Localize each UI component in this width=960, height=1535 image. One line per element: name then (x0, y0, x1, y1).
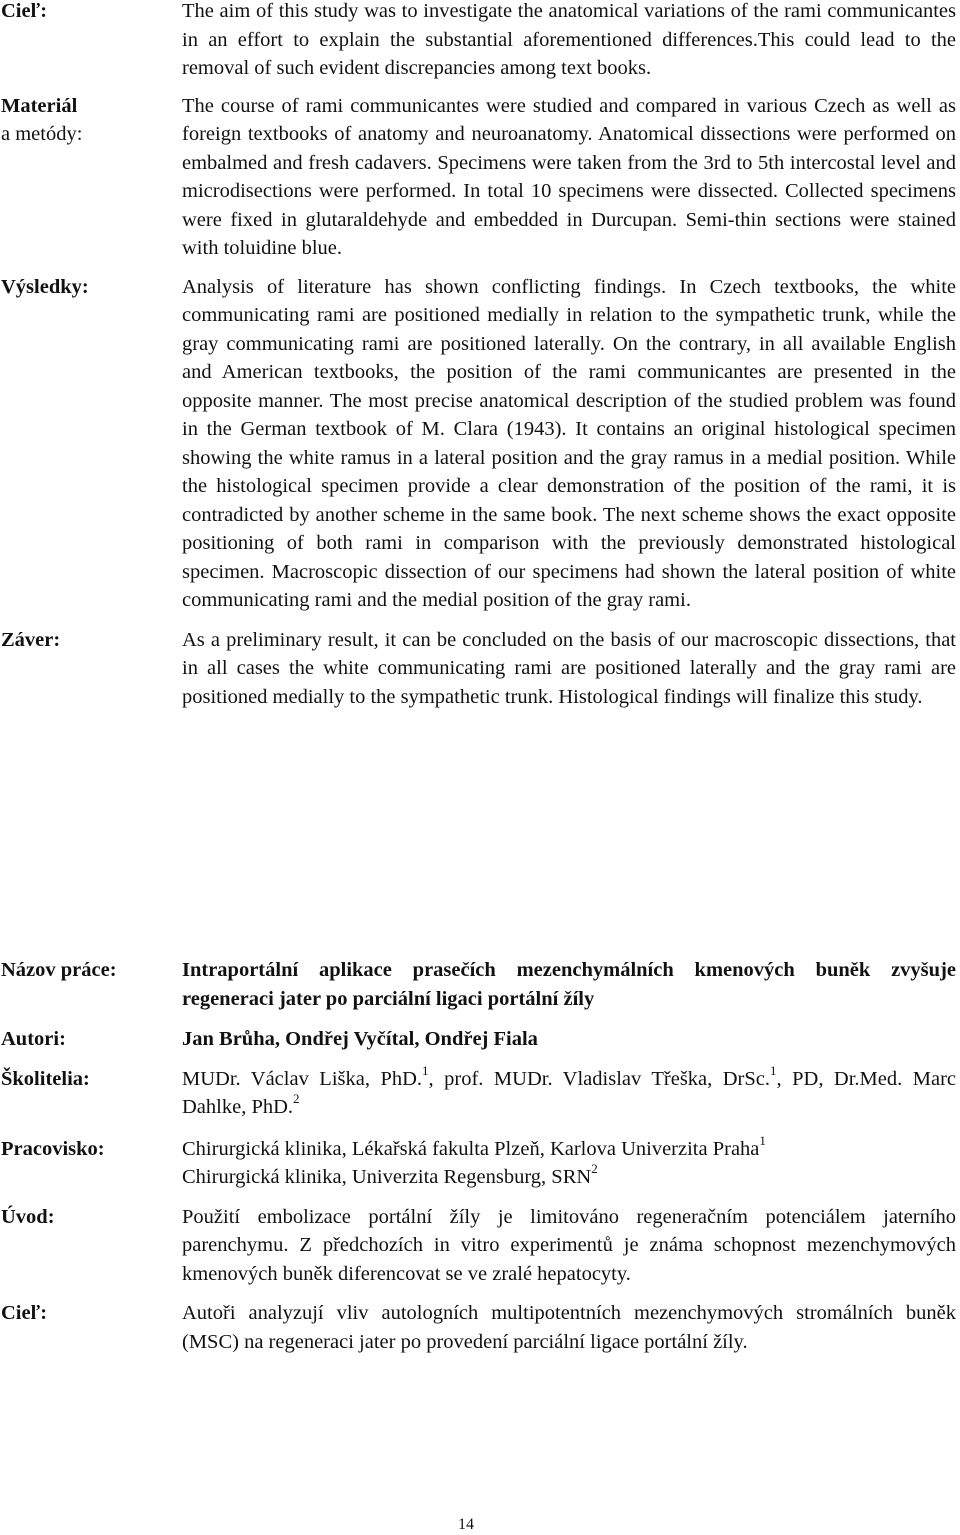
affiliation-marker: 1 (770, 1062, 777, 1078)
material-row (0, 92, 960, 263)
ciel-cz-text: Autoři analyzují vliv autologních multipotentních mezenchymových stromálních buněk (MSC) na regeneraci jater po provedení parciální ligace portální žíly. (182, 1302, 956, 1353)
skolitelia-name-1: MUDr. Václav Liška, PhD. (182, 1067, 423, 1090)
autori-text: Jan Brůha, Ondřej Vyčítal, Ondřej Fiala (182, 1028, 538, 1050)
vysledky-label: Výsledky: (1, 275, 89, 298)
zaver-text: As a preliminary result, it can be concluded on the basis of our macroscopic dissections, that in all cases the white communicating rami are positioned laterally and the gray rami are positioned medially to the sympathetic trunk. Histological findings will finalize this study. (182, 628, 956, 708)
vysledky-row (0, 273, 960, 615)
material-text: The course of rami communicantes were studied and compared in various Czech as well as foreign textbooks of anatomy and neuroanatomy. Anatomical dissections were performed on embalmed and fresh cadavers. Specimens were taken from the 3rd to 5th intercostal level and microdisections were performed. In total 10 specimens were dissected. Collected specimens were fixed in glutaraldehyde and embedded in Durcupan. Semi-thin sections were stained with toluidine blue. (182, 94, 956, 259)
skolitelia-name-2: , prof. MUDr. Vladislav Třeška, DrSc. (428, 1067, 771, 1090)
material-label-line1: Materiál (1, 94, 78, 117)
uvod-label: Úvod: (1, 1205, 55, 1228)
ciel-cz-label: Cieľ: (1, 1302, 48, 1324)
nazov-label: Názov práce: (1, 959, 117, 981)
skolitelia-text (182, 1062, 956, 1122)
pracovisko-text (182, 1132, 956, 1192)
page-number: 14 (458, 1516, 474, 1533)
autori-label: Autori: (1, 1028, 66, 1050)
material-label (0, 92, 182, 263)
vysledky-text: Analysis of literature has shown conflicting findings. In Czech textbooks, the white communicating rami are positioned medially in relation to the sympathetic trunk, while the gray communicating rami are positioned laterally. On the contrary, in all available English and American textbooks, the position of the rami communicantes are presented in the opposite manner. The most precise anatomical description of the studied problem was found in the German textbook of M. Clara (1943). It contains an original histological specimen showing the white ramus in a lateral position and the gray ramus in a medial position. While the histological specimen provide a clear demonstration of the position of the rami, it is contradicted by another scheme in the same book. The next scheme shows the exact opposite positioning of both rami in comparison with the previously demonstrated histological specimen. Macroscopic dissection of our specimens had shown the lateral position of white communicating rami and the medial position of the gray rami. (182, 275, 956, 611)
zaver-label: Záver: (1, 628, 61, 651)
zaver-row (0, 626, 960, 712)
pracovisko-label: Pracovisko: (1, 1137, 105, 1160)
ciel-cz-row (0, 1299, 960, 1356)
english-abstract (0, 0, 960, 711)
affiliation-marker: 1 (759, 1132, 766, 1148)
skolitelia-label: Školitelia: (1, 1067, 90, 1090)
nazov-row (0, 956, 960, 1013)
czech-abstract (0, 956, 960, 1356)
material-label-line2: a metódy: (1, 123, 83, 145)
ciel-row (0, 0, 960, 83)
pracovisko-line-1: Chirurgická klinika, Lékařská fakulta Plzeň, Karlova Univerzita Praha (182, 1137, 760, 1160)
ciel-label: Cieľ: (1, 0, 48, 22)
skolitelia-row (0, 1062, 960, 1122)
affiliation-marker: 1 (422, 1062, 429, 1078)
nazov-text: Intraportální aplikace prasečích mezenchymálních kmenových buněk zvyšuje regeneraci jater po parciální ligaci portální žíly (182, 959, 956, 1010)
affiliation-marker: 2 (591, 1161, 598, 1177)
uvod-row (0, 1203, 960, 1289)
ciel-text: The aim of this study was to investigate the anatomical variations of the rami communicantes in an effort to explain the substantial aforementioned differences.This could lead to the removal of such evident discrepancies among text books. (182, 0, 956, 79)
uvod-text: Použití embolizace portální žíly je limitováno regeneračním potenciálem jaterního parenchymu. Z předchozích in vitro experimentů je známa schopnost mezenchymových kmenových buněk diferencovat se ve zralé hepatocyty. (182, 1205, 956, 1285)
pracovisko-row (0, 1132, 960, 1192)
pracovisko-line-2: Chirurgická klinika, Univerzita Regensburg, SRN (182, 1166, 592, 1188)
affiliation-marker: 2 (293, 1091, 300, 1107)
autori-row (0, 1025, 960, 1054)
skolitelia-name-3: , PD, Dr.Med. Marc Dahlke, PhD. (182, 1067, 956, 1118)
